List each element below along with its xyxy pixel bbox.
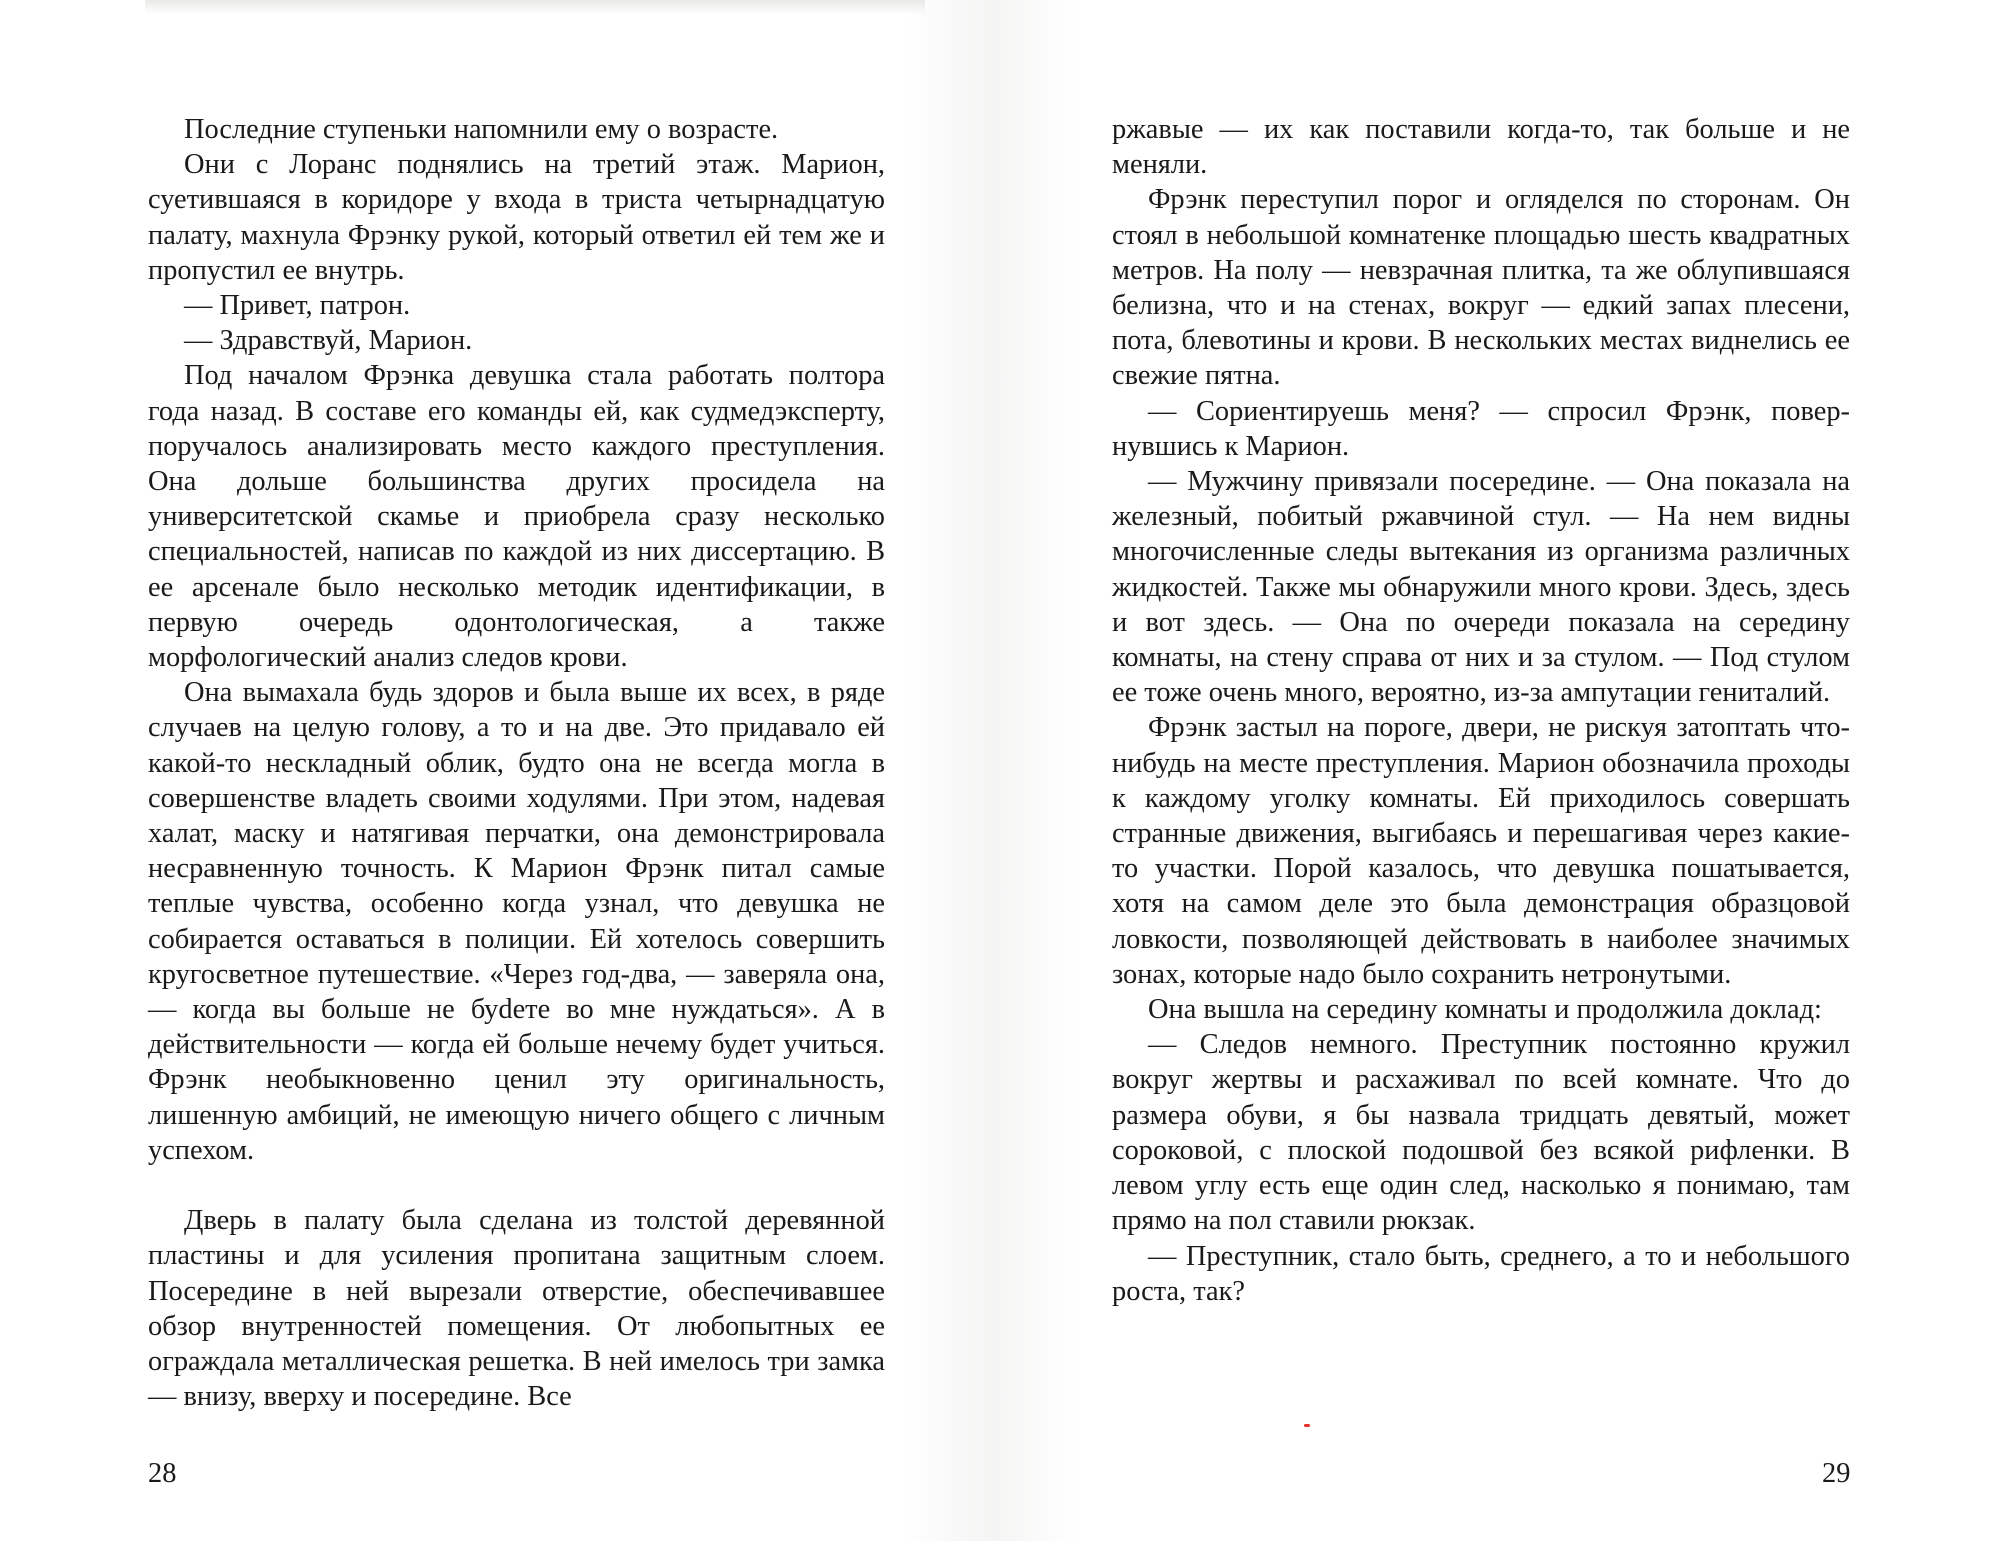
dialogue-line: — Сориентируешь меня? — спросил Фрэнк, повернувшись к Марион.	[1112, 395, 1850, 462]
dialogue-line: — Привет, патрон.	[184, 290, 411, 322]
right-page-text	[1112, 112, 1850, 1309]
page-edge-shadow	[145, 0, 925, 14]
right-page	[1000, 0, 2000, 1541]
paragraph: Под началом Фрэнка девушка стала работать полтора года назад. В составе его команды ей, как судмедэксперту, поручалось анализировать место каждого преступления. Она дольше большинства других просидела на университетской скамье и приобрела сразу несколько специальностей, написав по каждой из них диссертацию. В ее арсенале было несколько методик идентификации, в первую очередь одонтологическая, а также морфологический анализ следов крови.	[148, 360, 885, 674]
paragraph: Фрэнк застыл на пороге, двери, не рискуя затоптать что-нибудь на месте преступления. Марион обозначила проходы к каждому уголку комнаты. Ей приходилось совершать странные движения, выгибаясь и перешагивая через какие-то участки. Порой казалось, что девушка пошатывается, хотя на самом деле это была демонстрация образцовой ловкости, позволяющей действовать в наиболее значимых зонах, которые надо было сохранить нетронутыми.	[1112, 712, 1850, 990]
paragraph: Последние ступеньки напомнили ему о возрасте.	[184, 114, 779, 145]
page-number: 29	[1822, 1458, 1851, 1489]
dialogue-line: — Следов немного. Преступник постоянно кружил вокруг жертвы и расхаживал по всей комнате. Что до размера обуви, я бы назвала тридцать девятый, может сороковой, с плоской подошвой без всякой рифленки. В левом углу есть еще один след, насколько я понимаю, там прямо на пол ставили рюкзак.	[1112, 1029, 1850, 1237]
paragraph: Она вышла на середину комнаты и продолжила доклад:	[1148, 994, 1822, 1026]
paragraph: Они с Лоранс поднялись на третий этаж. Марион, суетившаяся в коридоре у входа в триста четырнадцатую палату, махнула Фрэнку рукой, который ответил ей тем же и пропустил ее внутрь.	[148, 149, 885, 286]
paragraph: Фрэнк переступил порог и огляделся по сторонам. Он стоял в небольшой комнатенке площадью шесть квадратных метров. На полу — невзрачная плитка, та же облупившаяся белизна, что и на стенах, вокруг — едкий запах плесени, пота, блевотины и крови. В нескольких местах виднелись ее свежие пятна.	[1112, 184, 1850, 392]
left-page-text	[148, 112, 885, 1414]
paragraph: Она вымахала будь здоров и была выше их всех, в ряде случаев на целую голову, а то и на две. Это придавало ей какой-то нескладный облик, будто она не всегда могла в совершенстве владеть своими ходулями. При этом, надевая халат, маску и натягивая перчатки, она демонстрировала несравненную точность. К Марион Фрэнк питал самые теплые чувства, особенно когда узнал, что девушка не собирается оставаться в полиции. Ей хотелось совершить кругосветное путешествие. «Через год-два, — заверяла она, — когда вы больше не буdете во мне нуждаться». А в действительности — когда ей больше нечему будет учиться. Фрэнк необыкновенно ценил эту оригинальность, лишенную амбиций, не имеющую ничего общего с личным успехом.	[148, 677, 885, 1166]
paragraph: Дверь в палату была сделана из толстой деревянной пластины и для усиления пропитана защитным слоем. Посередине в ней вырезали отверстие, обеспечивавшее обзор внутренностей помещения. От любопытных ее ограждала металлическая решетка. В ней имелось три замка — внизу, вверху и посередине. Все	[148, 1205, 885, 1413]
dialogue-line: — Здравствуй, Марион.	[184, 325, 473, 357]
ink-speck	[1304, 1424, 1310, 1427]
paragraph: ржавые — их как поставили когда-то, так больше и не меняли.	[1112, 114, 1850, 181]
dialogue-line: — Мужчину привязали посередине. — Она показала на железный, побитый ржавчиной стул. — На нем видны многочисленные следы вытекания из организма различных жидкостей. Также мы обнаружили много крови. Здесь, здесь и вот здесь. — Она по очереди показала на середину комнаты, на стену справа от них и за стулом. — Под стулом ее тоже очень много, вероятно, из-за ампутации гениталий.	[1112, 466, 1850, 709]
dialogue-line: — Преступник, стало быть, среднего, а то и небольшого роста, так?	[1112, 1240, 1850, 1307]
page-number: 28	[148, 1458, 177, 1489]
